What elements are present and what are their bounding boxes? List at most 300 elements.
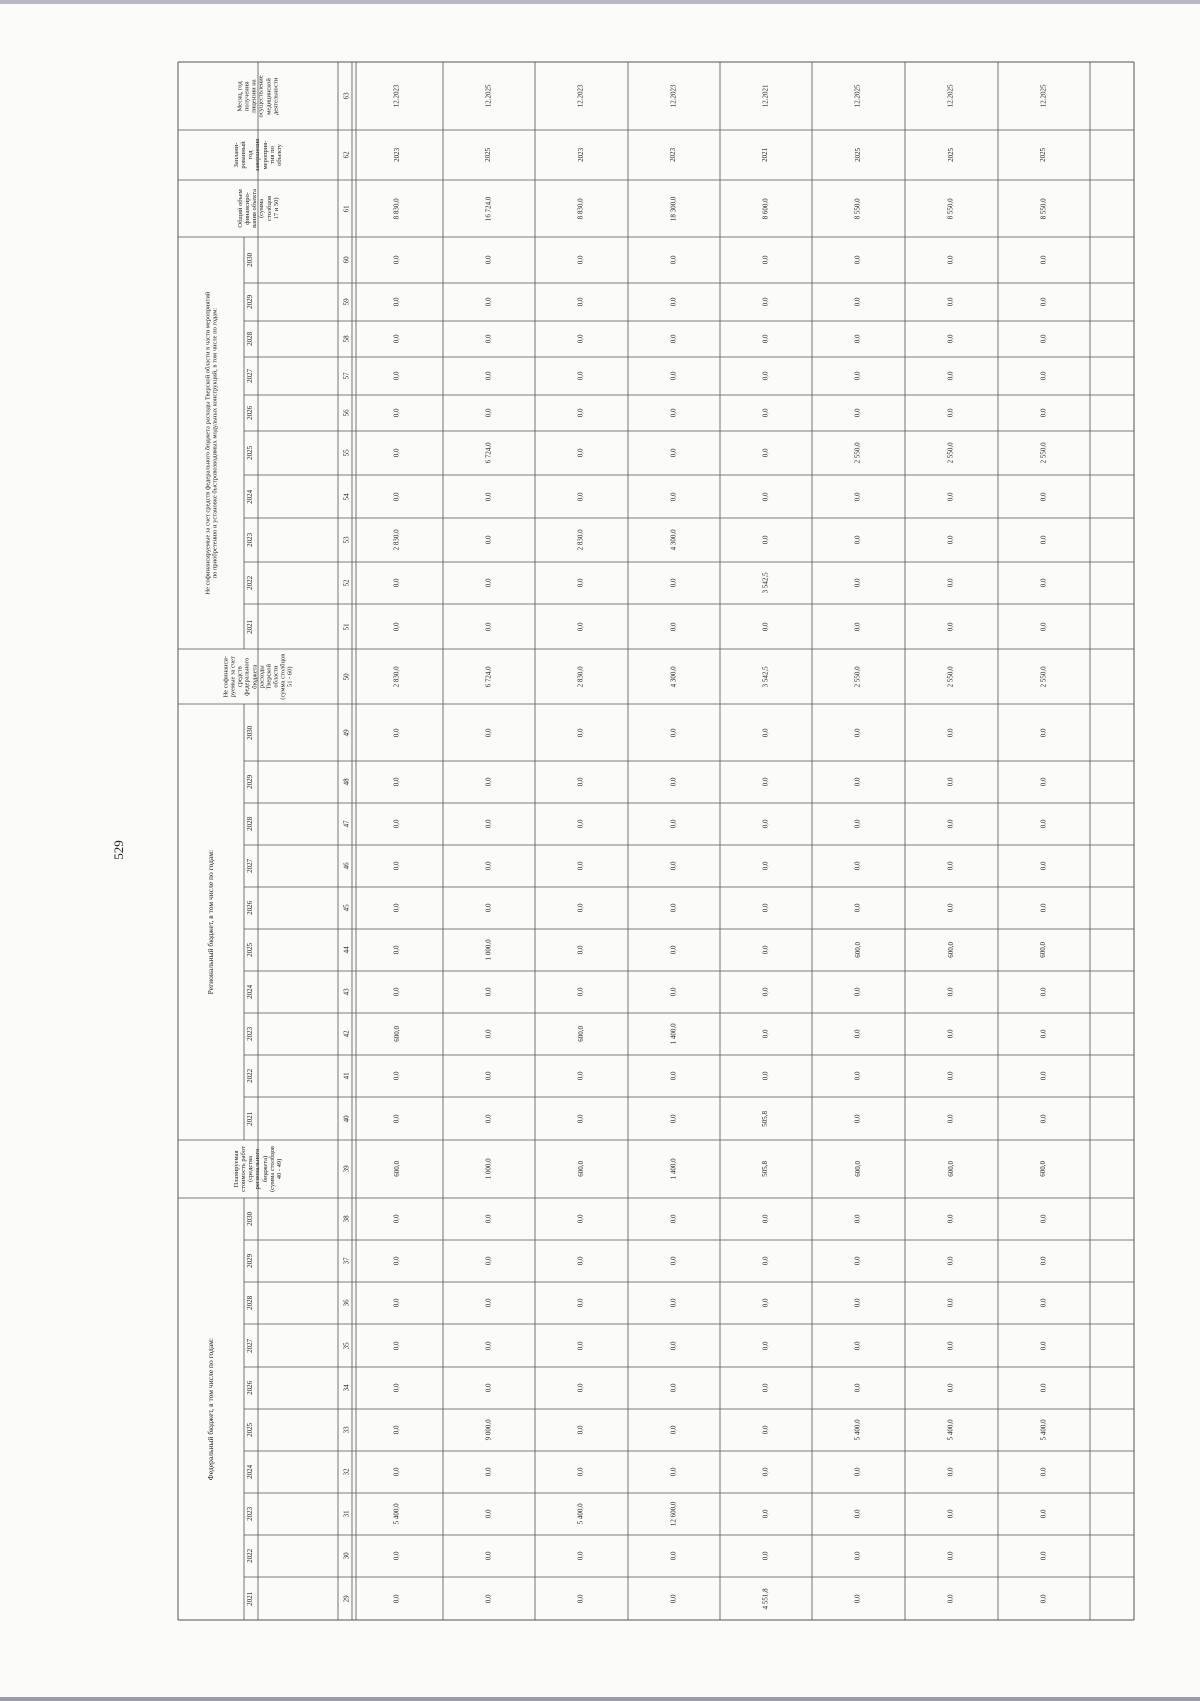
table-cell: 0,0: [392, 334, 401, 344]
table-cell: 0,0: [484, 297, 493, 307]
table-cell: 0,0: [1039, 1467, 1048, 1477]
table-cell: 0,0: [484, 1256, 493, 1266]
table-cell: 0,0: [946, 777, 955, 787]
table-cell: 0,0: [1039, 1298, 1048, 1308]
table-cell: 0,0: [761, 255, 770, 265]
table-cell: 0,0: [576, 297, 585, 307]
table-cell: 12.2023: [392, 84, 401, 108]
table-cell: 0,0: [669, 578, 678, 588]
table-cell: 0,0: [1039, 819, 1048, 829]
table-cell: 0,0: [946, 535, 955, 545]
table-cell: 0,0: [576, 1425, 585, 1435]
table-cell: 0,0: [1039, 1551, 1048, 1561]
table-cell: 12.2023: [576, 84, 585, 108]
table-cell: 0,0: [853, 1214, 862, 1224]
header-year-2024: 2024: [246, 1465, 255, 1479]
column-number: 58: [342, 335, 351, 343]
header-year-2023: 2023: [246, 533, 255, 547]
table-cell: 2 550,0: [946, 666, 955, 687]
table-cell: 0,0: [392, 1594, 401, 1603]
table-cell: 2021: [761, 148, 770, 162]
table-cell: 0,0: [576, 1114, 585, 1123]
table-cell: 505,8: [761, 1161, 770, 1177]
table-cell: 0,0: [484, 535, 493, 545]
table-cell: 0,0: [484, 728, 493, 737]
table-cell: 9 000,0: [484, 1419, 493, 1441]
table-cell: 0,0: [669, 903, 678, 913]
table-cell: 0,0: [853, 1341, 862, 1350]
header-year-2028: 2028: [246, 817, 255, 831]
column-number: 59: [342, 298, 351, 306]
table-cell: 0,0: [946, 578, 955, 588]
column-number: 29: [342, 1595, 351, 1602]
header-year-2023: 2023: [246, 1507, 255, 1521]
table-cell: 0,0: [1039, 622, 1048, 631]
table-cell: 0,0: [392, 1383, 401, 1393]
header-year-2024: 2024: [246, 985, 255, 999]
header-year-2025: 2025: [246, 446, 255, 460]
table-cell: 0,0: [761, 622, 770, 631]
table-cell: 4 300,0: [669, 666, 678, 687]
table-cell: 0,0: [392, 578, 401, 588]
table-cell: 0,0: [576, 987, 585, 997]
header-year-2028: 2028: [246, 332, 255, 346]
table-cell: 0,0: [392, 255, 401, 265]
table-cell: 0,0: [853, 1114, 862, 1123]
table-cell: 8 600,0: [761, 198, 770, 219]
column-number: 45: [342, 904, 351, 912]
table-cell: 2 550,0: [853, 442, 862, 464]
table-cell: 0,0: [853, 1298, 862, 1308]
header-year-2022: 2022: [246, 576, 255, 590]
header-year-2022: 2022: [246, 1549, 255, 1563]
table-cell: 3 542,5: [761, 572, 770, 594]
table-cell: 0,0: [761, 535, 770, 545]
table-cell: 0,0: [484, 371, 493, 381]
column-number: 53: [342, 536, 351, 544]
column-number: 31: [342, 1510, 351, 1518]
table-cell: 0,0: [946, 1509, 955, 1519]
table-cell: 0,0: [484, 903, 493, 913]
table-cell: 2025: [1039, 148, 1048, 162]
table-cell: 0,0: [669, 408, 678, 418]
table-cell: 1 000,0: [484, 1158, 493, 1180]
table-cell: 0,0: [761, 1298, 770, 1308]
table-cell: 0,0: [1039, 255, 1048, 265]
table-cell: 0,0: [853, 535, 862, 545]
table-cell: 0,0: [946, 1071, 955, 1081]
table-cell: 0,0: [853, 819, 862, 829]
table-cell: 0,0: [946, 987, 955, 997]
table-cell: 0,0: [392, 408, 401, 418]
header-non-cofinanced-total: Не софинанси- руемые за счет средств федерального бюджета расходы Тверской области (сумма столбцов 51 - 60): [222, 653, 294, 700]
table-cell: 0,0: [392, 492, 401, 501]
table-cell: 0,0: [392, 861, 401, 871]
table-cell: 0,0: [761, 297, 770, 307]
table-cell: 2 830,0: [576, 529, 585, 551]
header-planned-year: Заплани- рованный год завершения мероприя- тия по объекту: [233, 138, 283, 172]
column-number: 46: [342, 862, 351, 870]
column-number: 39: [342, 1165, 351, 1173]
table-cell: 0,0: [946, 408, 955, 418]
table-cell: 0,0: [392, 1341, 401, 1350]
table-cell: 0,0: [392, 622, 401, 631]
table-cell: 0,0: [853, 1594, 862, 1603]
table-cell: 0,0: [669, 1114, 678, 1123]
table-cell: 0,0: [1039, 1029, 1048, 1039]
table-cell: 2 550,0: [946, 442, 955, 464]
table-cell: 0,0: [669, 255, 678, 265]
column-number: 54: [342, 493, 351, 500]
table-cell: 0,0: [669, 448, 678, 458]
table-cell: 2 550,0: [1039, 442, 1048, 464]
table-cell: 0,0: [484, 777, 493, 787]
table-cell: 12.2025: [946, 84, 955, 108]
table-cell: 2 550,0: [853, 666, 862, 687]
table-cell: 0,0: [853, 1383, 862, 1393]
column-number: 33: [342, 1426, 351, 1434]
table-cell: 4 300,0: [669, 529, 678, 551]
header-year-2030: 2030: [246, 1212, 255, 1226]
table-cell: 1 000,0: [484, 939, 493, 961]
table-cell: 16 724,0: [484, 196, 493, 221]
table-cell: 0,0: [761, 1509, 770, 1519]
table-cell: 0,0: [761, 1383, 770, 1393]
table-cell: 0,0: [576, 255, 585, 265]
table-cell: 0,0: [669, 1425, 678, 1435]
table-cell: 0,0: [761, 987, 770, 997]
column-number: 51: [342, 623, 351, 630]
table-cell: 0,0: [761, 334, 770, 344]
table-cell: 0,0: [392, 987, 401, 997]
table-cell: 600,0: [853, 1161, 862, 1177]
table-cell: 5 400,0: [576, 1503, 585, 1525]
column-number: 38: [342, 1215, 351, 1223]
column-number: 56: [342, 409, 351, 417]
table-cell: 0,0: [392, 903, 401, 913]
table-cell: 0,0: [1039, 861, 1048, 871]
table-cell: 0,0: [761, 903, 770, 913]
header-year-2023: 2023: [246, 1027, 255, 1041]
table-cell: 0,0: [392, 1298, 401, 1308]
table-cell: 0,0: [392, 448, 401, 458]
table-cell: 0,0: [669, 1467, 678, 1477]
header-year-2021: 2021: [246, 619, 255, 634]
table-cell: 0,0: [392, 1071, 401, 1081]
table-cell: 0,0: [946, 819, 955, 829]
header-non-cofinanced-by-year: Не софинансируемые за счет средств федерального бюджета расходы Тверской области в части мероприятий по приобретению и установке быстровозводимых модульных конструкций, в том числе по годам:: [203, 291, 219, 595]
table-cell: 600,0: [392, 1026, 401, 1042]
table-cell: 2023: [576, 148, 585, 162]
column-number: 49: [342, 729, 351, 736]
table-cell: 0,0: [1039, 1594, 1048, 1603]
table-cell: 0,0: [392, 1467, 401, 1477]
table-cell: 600,0: [576, 1161, 585, 1177]
table-cell: 0,0: [484, 1341, 493, 1350]
table-cell: 0,0: [1039, 334, 1048, 344]
header-federal-budget: Федеральный бюджет, в том числе по годам:: [205, 1337, 215, 1481]
table-cell: 0,0: [761, 371, 770, 381]
column-number: 40: [342, 1115, 351, 1122]
column-number: 35: [342, 1342, 351, 1349]
table-cell: 0,0: [669, 622, 678, 631]
table-cell: 0,0: [576, 1341, 585, 1350]
table-cell: 12.2023: [669, 84, 678, 108]
table-cell: 0,0: [576, 1256, 585, 1266]
table-cell: 0,0: [1039, 371, 1048, 381]
table-cell: 0,0: [946, 861, 955, 871]
table-cell: 0,0: [576, 448, 585, 458]
table-cell: 0,0: [669, 371, 678, 381]
table-cell: 18 300,0: [669, 196, 678, 221]
header-regional-cost: Планируемая стоимость работ (средства регионального бюджета) (сумма столбцов 40 - 49): [233, 1146, 283, 1192]
table-cell: 0,0: [392, 1425, 401, 1435]
table-cell: 5 400,0: [853, 1419, 862, 1441]
table-cell: 0,0: [1039, 1071, 1048, 1081]
table-cell: 12.2025: [484, 84, 493, 108]
column-number: 41: [342, 1072, 351, 1080]
header-year-2030: 2030: [246, 253, 255, 267]
table-cell: 0,0: [1039, 578, 1048, 588]
table-cell: 0,0: [853, 408, 862, 418]
table-cell: 8 830,0: [392, 198, 401, 219]
table-cell: 0,0: [761, 1341, 770, 1350]
table-cell: 0,0: [761, 1071, 770, 1081]
table-cell: 600,0: [392, 1161, 401, 1177]
table-cell: 0,0: [1039, 777, 1048, 787]
header-year-2024: 2024: [246, 489, 255, 504]
table-cell: 505,8: [761, 1110, 770, 1127]
table-cell: 0,0: [946, 1298, 955, 1308]
table-cell: 5 400,0: [392, 1503, 401, 1525]
header-year-2022: 2022: [246, 1069, 255, 1083]
table-cell: 0,0: [484, 334, 493, 344]
header-year-2029: 2029: [246, 1254, 255, 1268]
column-number: 55: [342, 449, 351, 457]
table-cell: 0,0: [669, 1256, 678, 1266]
table-cell: 0,0: [946, 1467, 955, 1477]
table-cell: 0,0: [853, 334, 862, 344]
table-cell: 0,0: [853, 492, 862, 501]
table-cell: 0,0: [576, 777, 585, 787]
header-year-2028: 2028: [246, 1296, 255, 1310]
table-cell: 0,0: [484, 1214, 493, 1224]
table-cell: 0,0: [761, 819, 770, 829]
table-cell: 0,0: [576, 945, 585, 955]
header-year-2029: 2029: [246, 775, 255, 789]
table-cell: 0,0: [946, 492, 955, 501]
table-cell: 2025: [853, 148, 862, 162]
table-cell: 0,0: [576, 371, 585, 381]
table-cell: 6 724,0: [484, 666, 493, 687]
header-year-2026: 2026: [246, 406, 255, 420]
table-cell: 0,0: [946, 1551, 955, 1561]
table-cell: 0,0: [484, 255, 493, 265]
column-number: 52: [342, 579, 351, 587]
table-cell: 0,0: [1039, 1341, 1048, 1350]
table-cell: 0,0: [669, 728, 678, 737]
table-cell: 0,0: [484, 987, 493, 997]
table-cell: 2025: [484, 148, 493, 162]
table-cell: 12.2021: [761, 84, 770, 108]
table-cell: 0,0: [576, 334, 585, 344]
table-cell: 0,0: [669, 1383, 678, 1393]
table-cell: 0,0: [484, 819, 493, 829]
table-cell: 0,0: [853, 371, 862, 381]
table-cell: 0,0: [853, 297, 862, 307]
column-number: 36: [342, 1299, 351, 1307]
header-total-financing: Общий объем финансиро- вания объекта (сумма столбцов 17 и 50): [236, 189, 280, 228]
table-cell: 600,0: [576, 1026, 585, 1042]
table-cell: 0,0: [669, 777, 678, 787]
table-cell: 8 550,0: [1039, 198, 1048, 219]
table-cell: 600,0: [1039, 942, 1048, 958]
column-number: 50: [342, 673, 351, 680]
table-cell: 0,0: [392, 945, 401, 955]
table-cell: 0,0: [576, 1071, 585, 1081]
header-year-2029: 2029: [246, 295, 255, 309]
header-year-2026: 2026: [246, 901, 255, 915]
table-cell: 600,0: [946, 1161, 955, 1177]
table-cell: 0,0: [669, 1551, 678, 1561]
table-cell: 12 600,0: [669, 1501, 678, 1527]
table-cell: 0,0: [484, 1029, 493, 1039]
table-cell: 0,0: [576, 903, 585, 913]
table-cell: 0,0: [669, 1071, 678, 1081]
table-cell: 0,0: [946, 1341, 955, 1350]
table-cell: 0,0: [946, 371, 955, 381]
table-cell: 0,0: [1039, 1383, 1048, 1393]
table-cell: 0,0: [853, 987, 862, 997]
table-cell: 2025: [946, 148, 955, 162]
table-cell: 0,0: [946, 1114, 955, 1123]
table-cell: 0,0: [484, 1071, 493, 1081]
table-cell: 0,0: [576, 861, 585, 871]
table-cell: 0,0: [392, 728, 401, 737]
table-cell: 1 400,0: [669, 1023, 678, 1045]
table-cell: 0,0: [669, 297, 678, 307]
table-cell: 0,0: [946, 255, 955, 265]
table-cell: 0,0: [946, 1214, 955, 1224]
table-cell: 0,0: [761, 861, 770, 871]
column-number: 30: [342, 1552, 351, 1560]
table-cell: 0,0: [1039, 492, 1048, 501]
table-cell: 8 550,0: [853, 198, 862, 219]
column-number: 47: [342, 820, 351, 828]
table-cell: 2023: [669, 148, 678, 162]
table-cell: 2 550,0: [1039, 666, 1048, 687]
table-cell: 0,0: [761, 1214, 770, 1224]
table-cell: 0,0: [761, 1467, 770, 1477]
table-cell: 0,0: [576, 1383, 585, 1393]
column-number: 60: [342, 256, 351, 264]
table-cell: 0,0: [946, 297, 955, 307]
header-year-2021: 2021: [246, 1591, 255, 1606]
table-cell: 5 400,0: [946, 1419, 955, 1441]
column-number: 34: [342, 1384, 351, 1392]
column-number: 42: [342, 1030, 351, 1038]
table-cell: 0,0: [853, 903, 862, 913]
table-cell: 0,0: [576, 819, 585, 829]
table-cell: 2 830,0: [392, 666, 401, 687]
table-cell: 2023: [392, 148, 401, 162]
table-cell: 0,0: [1039, 1114, 1048, 1123]
table-cell: 0,0: [761, 728, 770, 737]
table-cell: 0,0: [392, 371, 401, 381]
table-cell: 0,0: [669, 819, 678, 829]
table-cell: 600,0: [853, 942, 862, 958]
table-cell: 0,0: [946, 903, 955, 913]
table-cell: 12.2025: [1039, 84, 1048, 108]
table-cell: 0,0: [853, 777, 862, 787]
column-number: 44: [342, 946, 351, 954]
table-cell: 0,0: [576, 728, 585, 737]
table-cell: 0,0: [853, 622, 862, 631]
table-cell: 0,0: [1039, 408, 1048, 418]
column-number: 62: [342, 151, 351, 159]
table-cell: 0,0: [853, 578, 862, 588]
table-cell: 0,0: [761, 408, 770, 418]
table-cell: 0,0: [853, 861, 862, 871]
table-cell: 0,0: [484, 1383, 493, 1393]
table-cell: 0,0: [761, 1551, 770, 1561]
column-number: 57: [342, 372, 351, 380]
column-number: 43: [342, 988, 351, 996]
table-cell: 0,0: [484, 1298, 493, 1308]
table-cell: 0,0: [1039, 535, 1048, 545]
table-cell: 0,0: [853, 728, 862, 737]
header-license-date: Месяц, год получения лицензии на осуществление медицинской деятельности: [236, 74, 280, 118]
table-cell: 0,0: [669, 334, 678, 344]
table-cell: 0,0: [946, 1594, 955, 1603]
table-cell: 0,0: [946, 1029, 955, 1039]
table-cell: 0,0: [761, 1029, 770, 1039]
table-cell: 0,0: [484, 1509, 493, 1519]
table-cell: 0,0: [761, 1425, 770, 1435]
table-cell: 0,0: [484, 861, 493, 871]
table-cell: 0,0: [576, 1214, 585, 1224]
table-cell: 0,0: [576, 408, 585, 418]
table-cell: 0,0: [946, 622, 955, 631]
table-cell: 0,0: [576, 578, 585, 588]
table-cell: 0,0: [1039, 987, 1048, 997]
table-cell: 2 830,0: [392, 529, 401, 551]
page-number: 529: [111, 840, 126, 860]
table-cell: 0,0: [669, 492, 678, 501]
table-cell: 0,0: [1039, 1509, 1048, 1519]
table-cell: 0,0: [484, 1114, 493, 1123]
table-cell: 0,0: [1039, 903, 1048, 913]
table-cell: 0,0: [669, 987, 678, 997]
table-cell: 0,0: [484, 1594, 493, 1603]
table-cell: 0,0: [576, 1551, 585, 1561]
table-cell: 0,0: [392, 297, 401, 307]
table-cell: 0,0: [669, 1298, 678, 1308]
table-cell: 12.2025: [853, 84, 862, 108]
table-cell: 0,0: [761, 945, 770, 955]
table-cell: 4 551,8: [761, 1588, 770, 1609]
table-cell: 0,0: [761, 448, 770, 458]
table-cell: 5 400,0: [1039, 1419, 1048, 1441]
header-year-2025: 2025: [246, 943, 255, 957]
table-cell: 0,0: [484, 578, 493, 588]
table-cell: 0,0: [853, 1467, 862, 1477]
table-cell: 0,0: [576, 492, 585, 501]
table-cell: 3 542,5: [761, 666, 770, 687]
column-number: 63: [342, 92, 351, 100]
table-cell: 0,0: [946, 728, 955, 737]
table-cell: 0,0: [576, 622, 585, 631]
